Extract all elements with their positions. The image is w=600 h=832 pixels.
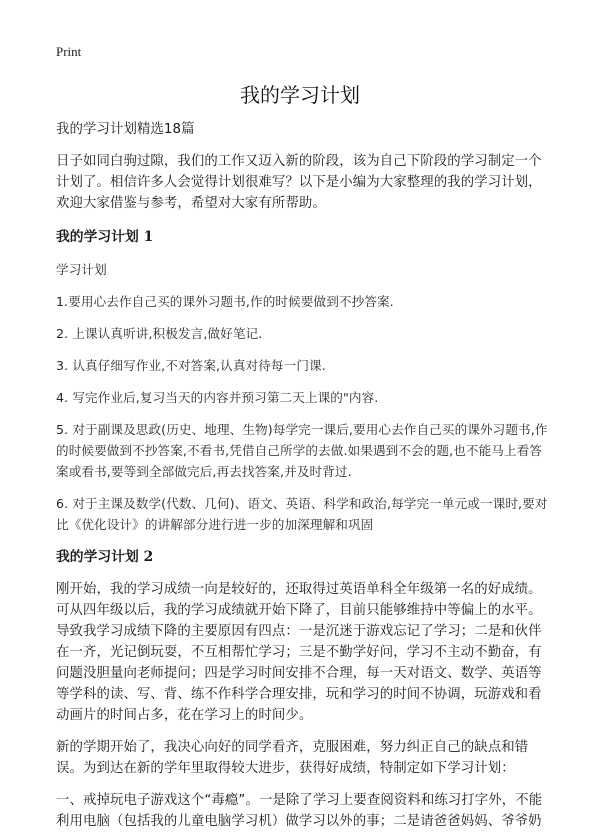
plan-item: 4. 写完作业后,复习当天的内容并预习第二天上课的"内容. — [56, 390, 379, 405]
section-1-label: 学习计划 — [56, 262, 107, 277]
section-2-paragraph: 新的学期开始了，我决心向好的同学看齐，克服困难，努力纠正自己的缺点和错误。为到达在新的学年里取得较大进步，获得好成绩，特制定如下学习计划： — [56, 740, 529, 776]
plan-item: 6. 对于主课及数学(代数、几何)、语文、英语、科学和政治,每学完一单元或一课时,要对比《优化设计》的讲解部分进行进一步的加深理解和巩固 — [56, 496, 548, 532]
section-2-paragraph: 一、戒掉玩电子游戏这个“毒瘾”。一是除了学习上要查阅资料和练习打字外，不能利用电脑（包括我的儿童电脑学习机）做学习以外的事；二是请爸爸妈妈、爷爷奶 — [56, 793, 543, 829]
document-body — [56, 114, 549, 832]
document-title: 我的学习计划 — [240, 83, 360, 107]
print-link[interactable]: Print — [56, 44, 82, 59]
plan-item: 1.要用心去作自己买的课外习题书,作的时候要做到不抄答案. — [56, 294, 394, 309]
plan-item: 2. 上课认真听讲,积极发言,做好笔记. — [56, 326, 263, 341]
plan-item: 3. 认真仔细写作业,不对答案,认真对待每一门课. — [56, 358, 326, 373]
document-subtitle: 我的学习计划精选18篇 — [56, 122, 195, 137]
section-1-heading: 我的学习计划 1 — [56, 229, 154, 245]
plan-item: 5. 对于副课及思政(历史、地理、生物)每学完一课后,要用心去作自己买的课外习题书,作的时候要做到不抄答案,不看书,凭借自己所学的去做.如果遇到不会的题,也不能马上看答案或看书,要等到全部做完后,再去找答案,并及时背过. — [56, 422, 548, 479]
intro-paragraph: 日子如同白驹过隙，我们的工作又迈入新的阶段，该为自己下阶段的学习制定一个计划了。相信许多人会觉得计划很难写？以下是小编为大家整理的我的学习计划，欢迎大家借鉴与参考，希望对大家有所帮助。 — [56, 154, 542, 211]
section-2-heading: 我的学习计划 2 — [56, 549, 154, 565]
section-2-paragraph: 刚开始，我的学习成绩一向是较好的，还取得过英语单科全年级第一名的好成绩。可从四年级以后，我的学习成绩就开始下降了，目前只能够维持中等偏上的水平。导致我学习成绩下降的主要原因有四点：一是沉迷于游戏忘记了学习；二是和伙伴在一齐，光记倒玩耍，不互相帮忙学习；三是不勤学好问，学习不主动不勤奋，有问题没胆量向老师提问；四是学习时间安排不合理，每一天对语文、数学、英语等等学科的读、写、背、练不作科学合理安排，玩和学习的时间不协调，玩游戏和看动画片的时间占多，花在学习上的时间少。 — [56, 582, 542, 723]
